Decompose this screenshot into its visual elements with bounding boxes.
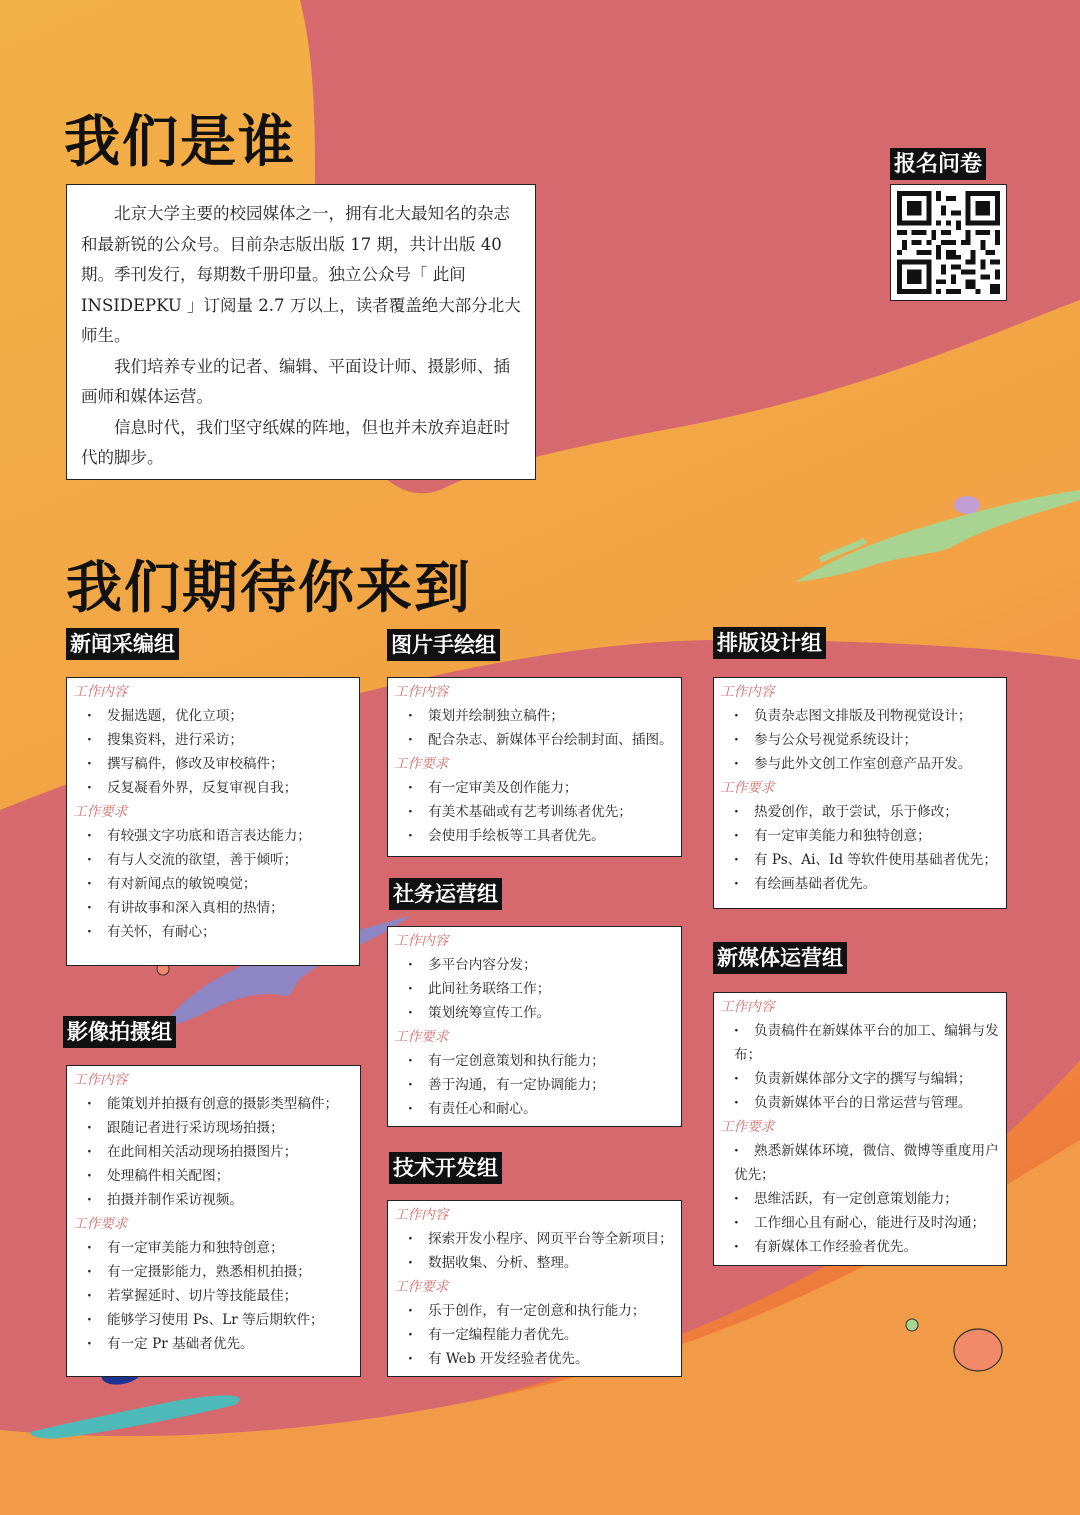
list-item: · 能够学习使用 Ps、Lr 等后期软件； bbox=[87, 1308, 360, 1332]
work-label: 工作内容 bbox=[720, 999, 775, 1015]
list-item: · 策划统筹宣传工作。 bbox=[408, 1001, 681, 1025]
list-item: · 负责杂志图文排版及刊物视觉设计； bbox=[734, 704, 1006, 728]
list-item: · 有一定审美能力和独特创意； bbox=[734, 824, 1006, 848]
group-card-illustration bbox=[387, 677, 682, 857]
requirement-label: 工作要求 bbox=[720, 780, 775, 796]
work-label: 工作内容 bbox=[394, 1207, 449, 1223]
list-item: · 策划并绘制独立稿件； bbox=[408, 704, 681, 728]
list-item: · 有 Web 开发经验者优先。 bbox=[408, 1347, 681, 1371]
list-item: · 有一定创意策划和执行能力； bbox=[408, 1049, 681, 1073]
work-label: 工作内容 bbox=[394, 684, 449, 700]
list-item: · 有绘画基础者优先。 bbox=[734, 872, 1006, 896]
group-title-layout: 排版设计组 bbox=[713, 627, 826, 659]
list-item: · 熟悉新媒体环境，微信、微博等重度用户优先； bbox=[720, 1139, 1006, 1187]
requirement-label: 工作要求 bbox=[73, 804, 128, 820]
list-item: · 思维活跃，有一定创意策划能力； bbox=[720, 1187, 1006, 1211]
list-item: · 探索开发小程序、网页平台等全新项目； bbox=[408, 1227, 681, 1251]
qr-code-icon bbox=[897, 191, 1000, 294]
list-item: · 负责新媒体部分文字的撰写与编辑； bbox=[720, 1067, 1006, 1091]
recruit-title: 我们期待你来到 bbox=[66, 555, 472, 621]
list-item: · 有新媒体工作经验者优先。 bbox=[720, 1235, 1006, 1259]
list-item: · 会使用手绘板等工具者优先。 bbox=[408, 824, 681, 848]
list-item: · 多平台内容分发； bbox=[408, 953, 681, 977]
signup-qr-code[interactable] bbox=[890, 184, 1007, 301]
list-item: · 有一定 Pr 基础者优先。 bbox=[87, 1332, 360, 1356]
list-item: · 有一定编程能力者优先。 bbox=[408, 1323, 681, 1347]
work-label: 工作内容 bbox=[73, 1072, 128, 1088]
list-item: · 处理稿件相关配图； bbox=[87, 1164, 360, 1188]
list-item: · 发掘选题，优化立项； bbox=[87, 704, 359, 728]
signup-survey-label: 报名问卷 bbox=[890, 148, 986, 180]
about-paragraph: 北京大学主要的校园媒体之一，拥有北大最知名的杂志和最新锐的公众号。目前杂志版出版 17 期，共计出版 40 期。季刊发行，每期数千册印量。独立公众号「 此间 INSIDEPKU 」订阅量 2.7 万以上，读者覆盖绝大部分北大师生。 bbox=[81, 204, 521, 345]
group-title-tech: 技术开发组 bbox=[389, 1152, 502, 1184]
list-item: · 工作细心且有耐心，能进行及时沟通； bbox=[720, 1211, 1006, 1235]
list-item: · 有一定审美及创作能力； bbox=[408, 776, 681, 800]
list-item: · 拍摄并制作采访视频。 bbox=[87, 1188, 360, 1212]
list-item: · 有一定审美能力和独特创意； bbox=[87, 1236, 360, 1260]
list-item: · 配合杂志、新媒体平台绘制封面、插图。 bbox=[408, 728, 681, 752]
list-item: · 有责任心和耐心。 bbox=[408, 1097, 681, 1121]
group-title-illustration: 图片手绘组 bbox=[387, 629, 500, 661]
group-card-operations bbox=[387, 926, 682, 1127]
list-item: · 负责稿件在新媒体平台的加工、编辑与发布； bbox=[720, 1019, 1006, 1067]
group-card-news bbox=[66, 677, 360, 966]
requirement-label: 工作要求 bbox=[394, 1029, 449, 1045]
list-item: · 乐于创作，有一定创意和执行能力； bbox=[408, 1299, 681, 1323]
requirement-label: 工作要求 bbox=[394, 756, 449, 772]
work-label: 工作内容 bbox=[394, 933, 449, 949]
requirement-label: 工作要求 bbox=[394, 1279, 449, 1295]
list-item: · 反复凝看外界，反复审视自我； bbox=[87, 776, 359, 800]
group-title-operations: 社务运营组 bbox=[389, 878, 502, 910]
list-item: · 有对新闻点的敏锐嗅觉； bbox=[87, 872, 359, 896]
work-label: 工作内容 bbox=[720, 684, 775, 700]
about-paragraph: 信息时代，我们坚守纸媒的阵地，但也并未放弃追赶时代的脚步。 bbox=[81, 417, 510, 467]
list-item: · 撰写稿件，修改及审校稿件； bbox=[87, 752, 359, 776]
list-item: · 善于沟通，有一定协调能力； bbox=[408, 1073, 681, 1097]
list-item: · 有讲故事和深入真相的热情； bbox=[87, 896, 359, 920]
group-card-new-media bbox=[713, 992, 1007, 1266]
about-title: 我们是谁 bbox=[64, 109, 296, 175]
group-card-photography bbox=[66, 1065, 361, 1377]
list-item: · 此间社务联络工作； bbox=[408, 977, 681, 1001]
group-title-photography: 影像拍摄组 bbox=[63, 1016, 176, 1048]
list-item: · 搜集资料，进行采访； bbox=[87, 728, 359, 752]
list-item: · 跟随记者进行采访现场拍摄； bbox=[87, 1116, 360, 1140]
list-item: · 热爱创作，敢于尝试，乐于修改； bbox=[734, 800, 1006, 824]
list-item: · 数据收集、分析、整理。 bbox=[408, 1251, 681, 1275]
requirement-label: 工作要求 bbox=[73, 1216, 128, 1232]
list-item: · 在此间相关活动现场拍摄图片； bbox=[87, 1140, 360, 1164]
list-item: · 有关怀，有耐心； bbox=[87, 920, 359, 944]
work-label: 工作内容 bbox=[73, 684, 128, 700]
list-item: · 能策划并拍摄有创意的摄影类型稿件； bbox=[87, 1092, 360, 1116]
list-item: · 参与公众号视觉系统设计； bbox=[734, 728, 1006, 752]
about-paragraph: 我们培养专业的记者、编辑、平面设计师、摄影师、插画师和媒体运营。 bbox=[81, 356, 510, 406]
group-title-new-media: 新媒体运营组 bbox=[713, 942, 847, 974]
list-item: · 有与人交流的欲望，善于倾听； bbox=[87, 848, 359, 872]
group-title-news: 新闻采编组 bbox=[66, 628, 179, 660]
about-intro-box bbox=[66, 184, 536, 480]
group-card-tech bbox=[387, 1200, 682, 1377]
list-item: · 有美术基础或有艺考训练者优先； bbox=[408, 800, 681, 824]
list-item: · 负责新媒体平台的日常运营与管理。 bbox=[720, 1091, 1006, 1115]
requirement-label: 工作要求 bbox=[720, 1119, 775, 1135]
list-item: · 若掌握延时、切片等技能最佳； bbox=[87, 1284, 360, 1308]
list-item: · 参与此外文创工作室创意产品开发。 bbox=[734, 752, 1006, 776]
list-item: · 有 Ps、Ai、Id 等软件使用基础者优先； bbox=[734, 848, 1006, 872]
list-item: · 有较强文字功底和语言表达能力； bbox=[87, 824, 359, 848]
group-card-layout bbox=[713, 677, 1007, 909]
list-item: · 有一定摄影能力，熟悉相机拍摄； bbox=[87, 1260, 360, 1284]
